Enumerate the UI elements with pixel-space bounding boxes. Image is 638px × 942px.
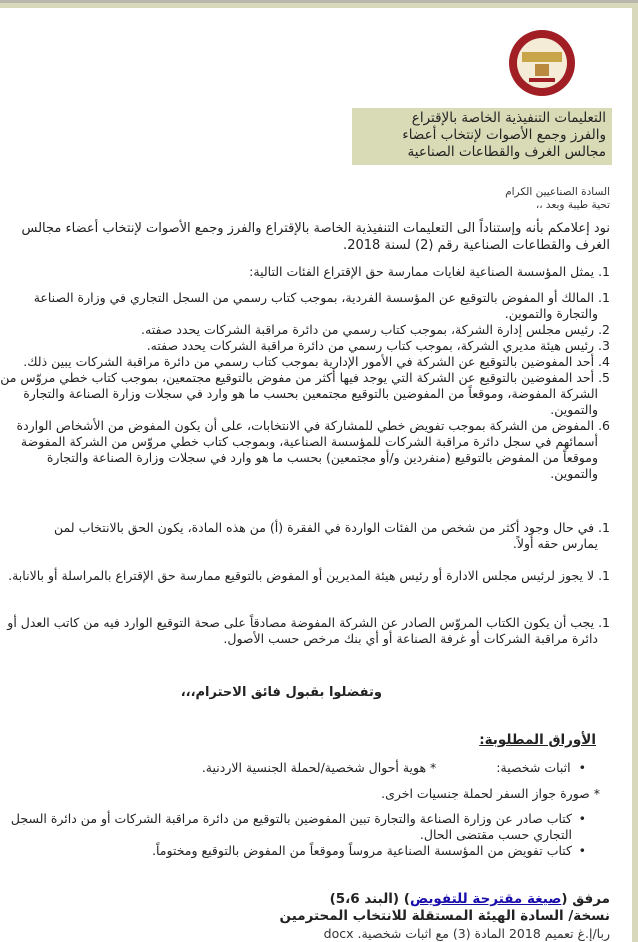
document-page xyxy=(0,8,632,942)
title-line-1: التعليمات التنفيذية الخاصة بالإقتراع xyxy=(411,110,606,126)
paragraph-certified-letter: 1. يجب أن يكون الكتاب المروّس الصادر عن الشركة المفوضة مصادقاً على صحة التوقيع الوارد فيه من كاتب العدل أو دائرة مراقبة الشركات أو غرفة الصناعة أو أي بنك مرخص حسب الأصول. xyxy=(7,615,610,646)
copy-to-line: نسخة/ السادة الهيئة المستقلة للانتخاب المحترمين xyxy=(279,908,610,924)
document-title-box xyxy=(352,108,612,165)
greeting-line-1: السادة الصناعيين الكرام xyxy=(505,186,610,198)
categories-list xyxy=(0,290,610,482)
category-item: 2. رئيس مجلس إدارة الشركة، بموجب كتاب رسمي من دائرة مراقبة الشركات يحدد صفته. xyxy=(141,322,610,337)
footer xyxy=(280,891,610,942)
category-item: 5. أحد المفوضين بالتوقيع عن الشركة التي يوجد فيها أكثر من مفوض بالتوقيع مجتمعين، بموجب كتاب خطي مروّس من الشركة المفوضة، وموقعاً من المفوضين بالتوقيع مجتمعين بحسب ما هو وارد في سجلات وزارة الصناعة والتجارة والتموين. xyxy=(0,370,610,417)
attachment-prefix: مرفق ( xyxy=(561,891,610,907)
greeting xyxy=(505,186,610,212)
title-line-2: والفرز وجمع الأصوات لإنتخاب أعضاء xyxy=(402,127,606,143)
section-1-heading: 1. يمثل المؤسسة الصناعية لغايات ممارسة حق الإقتراع الفئات التالية: xyxy=(249,264,610,279)
passport-note: * صورة جواز السفر لحملة جنسيات اخرى. xyxy=(381,786,600,801)
closing-salutation: وتفضلوا بقبول فائق الاحترام،،، xyxy=(180,685,382,700)
category-item: 4. أحد المفوضين بالتوقيع عن الشركة في الأمور الإدارية بموجب كتاب رسمي من دائرة مراقبة الشركات يبين ذلك. xyxy=(23,354,610,369)
file-reference: ربا/إ.غ تعميم 2018 المادة (3) مع اثبات شخصية. docx xyxy=(323,926,610,941)
required-bullet-item: • كتاب تفويض من المؤسسة الصناعية مروساً وموقعاً من المفوض بالتوقيع ومختوماً. xyxy=(0,843,586,859)
required-id-row xyxy=(202,760,586,775)
category-item: 6. المفوض من الشركة بموجب تفويض خطي للمشاركة في الانتخابات، على أن يكون المفوض من الأشخاص الواردة أسمائهم في سجل دائرة مراقبة الشركات للمؤسسة الصناعية، وبموجب كتاب خطي مروّس من الشركة المفوضة وموقعاً من المفوض بالتوقيع (منفردين و/أو مجتمعين) بحسب ما هو وارد في سجلات وزارة الصناعة والتجارة والتموين. xyxy=(16,418,610,481)
right-scroll-edge xyxy=(632,3,638,942)
chamber-logo xyxy=(507,28,577,98)
attachment-line xyxy=(280,891,610,908)
title-line-3: مجالس الغرف والقطاعات الصناعية xyxy=(407,144,606,160)
id-value: * هوية أحوال شخصية/لحملة الجنسية الاردنية. xyxy=(201,760,437,775)
intro-paragraph: نود إعلامكم بأنه وإستناداً الى التعليمات التنفيذية الخاصة بالإقتراع والفرز وجمع الأصوات لإنتخاب أعضاء مجالس الغرف والقطاعات الصناعية رقم (2) لسنة 2018. xyxy=(21,221,610,253)
category-item: 3. رئيس هيئة مديري الشركة، بموجب كتاب رسمي من دائرة مراقبة الشركات يحدد صفته. xyxy=(146,338,610,353)
paragraph-no-proxy: 1. لا يجوز لرئيس مجلس الادارة أو رئيس هيئة المديرين أو المفوض بالتوقيع ممارسة حق الإقتراع بالمراسلة أو بالانابة. xyxy=(8,568,610,583)
required-docs-title: الأوراق المطلوبة: xyxy=(479,732,596,748)
required-bullets xyxy=(0,811,586,859)
category-item: 1. المالك أو المفوض بالتوقيع عن المؤسسة الفردية، بموجب كتاب رسمي من السجل التجاري في وزارة الصناعة والتجارة والتموين. xyxy=(33,290,610,321)
id-label: اثبات شخصية: xyxy=(496,760,571,775)
bullet-icon: • xyxy=(578,760,586,775)
proposed-form-link[interactable]: صيغة مقترحة للتفويض xyxy=(409,891,562,907)
required-bullet-item: • كتاب صادر عن وزارة الصناعة والتجارة تبين المفوضين بالتوقيع من دائرة مراقبة الشركات أو من دائرة السجل التجاري حسب مقتضى الحال. xyxy=(0,811,586,843)
greeting-line-2: تحية طيبة وبعد ،، xyxy=(535,199,610,211)
paragraph-multiple-persons: 1. في حال وجود أكثر من شخص من الفئات الواردة في الفقرة (أ) من هذه المادة، يكون الحق بالانتخاب لمن يمارس حقه أولاً. xyxy=(54,520,610,551)
attachment-suffix: ) (البند 5،6) xyxy=(329,891,410,907)
